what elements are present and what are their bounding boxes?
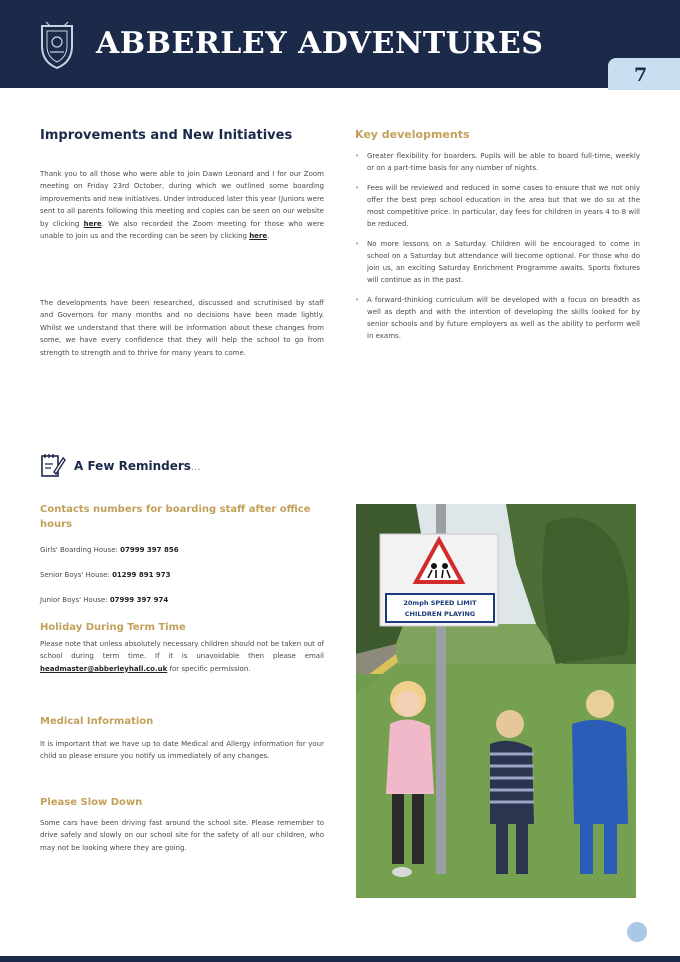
holiday-paragraph (40, 638, 324, 675)
sign-text-children: CHILDREN PLAYING (404, 610, 476, 618)
reminders-dots: ... (190, 462, 201, 473)
list-item: • No more lessons on a Saturday. Children will be encouraged to come in school on a Saturday but attendance will become optional. For those who do join us, an exciting Saturday Enrichment Programme awaits. Sports fixtures will continue as in the past. (355, 238, 640, 286)
contact-label: Junior Boys' House: (40, 596, 110, 604)
reminders-title-text: A Few Reminders (74, 459, 191, 473)
contact-senior-boys (40, 571, 171, 579)
improvements-text-3: . (267, 232, 270, 241)
contact-number: 01299 891 973 (112, 571, 171, 579)
list-item: • A forward-thinking curriculum will be developed with a focus on breadth as well as depth and with the intention of developing the skills looked for by senior schools and by future employers as well as the ability to perform well in exams. (355, 294, 640, 342)
pencil-notepad-icon (40, 452, 66, 478)
improvements-text-2: . We also recorded the Zoom meeting for those who were unable to join us and the recording can be seen by clicking (40, 219, 324, 241)
improvements-text-1: Thank you to all those who were able to join Dawn Leonard and I for our Zoom meeting on Friday 23rd October, during which we outlined some boarding improvements and new initiatives. Under introduced later this year (Juniors were sent to all parents following this meeting and copies can be seen on our website by clicking (40, 170, 324, 228)
contacts-heading: Contacts numbers for boarding staff after office hours (40, 504, 311, 530)
key-developments-list (355, 150, 640, 350)
slow-down-heading: Please Slow Down (40, 797, 143, 808)
meeting-docs-link[interactable]: here (83, 219, 102, 228)
holiday-text-1: Please note that unless absolutely necessary children should not be taken out of school during term time. If it is unavoidable then please email (40, 640, 324, 661)
zoom-recording-link[interactable]: here (249, 232, 268, 241)
page-header (0, 0, 680, 88)
headmaster-email-link[interactable]: headmaster@abberleyhall.co.uk (40, 664, 168, 673)
school-crest-icon (38, 20, 76, 70)
contact-label: Girls' Boarding House: (40, 546, 121, 554)
list-item: • Fees will be reviewed and reduced in some cases to ensure that we not only offer the best prep school education in the area but that we do so at the most competitive price. In particular, day fees for children in years 4 to 8 will be reduced. (355, 182, 640, 230)
improvements-heading: Improvements and New Initiatives (40, 128, 293, 143)
holiday-text-2: for specific permission. (167, 664, 251, 673)
contact-label: Senior Boys' House: (40, 571, 113, 579)
contact-number: 07999 397 974 (109, 596, 169, 604)
page-indicator-circle (627, 922, 647, 942)
contact-junior-boys (40, 596, 168, 604)
contact-number: 07999 397 856 (120, 546, 179, 554)
improvements-paragraph-2: The developments have been researched, discussed and scrutinised by staff and Governors for many months and no decisions have been made lightly. Whilst we understand that there will be information about these changes from some, we have every confidence that they will help the school to go from strength to strength and to thrive for many years to come. (40, 299, 324, 357)
page-number: 7 (634, 64, 648, 86)
slow-down-paragraph: Some cars have been driving fast around the school site. Please remember to drive safely and slowly on our school site for the safety of all our children, who may not be looking where they are going. (40, 819, 324, 852)
sign-text-speed: 20mph SPEED LIMIT (403, 599, 477, 607)
children-photo (356, 504, 636, 898)
key-developments-heading: Key developments (355, 128, 470, 141)
medical-heading: Medical Information (40, 716, 154, 727)
photo-illustration (356, 504, 636, 898)
contact-girls-boarding (40, 546, 179, 554)
list-item: • Greater flexibility for boarders. Pupils will be able to board full-time, weekly or on a part-time basis for any number of nights. (355, 150, 640, 174)
reminders-heading (74, 459, 200, 473)
magazine-title: ABBERLEY ADVENTURES (96, 26, 544, 61)
page-footer-bar (0, 956, 680, 962)
medical-paragraph: It is important that we have up to date Medical and Allergy information for your child so please ensure you notify us immediately of any changes. (40, 740, 324, 761)
holiday-heading: Holiday During Term Time (40, 622, 186, 633)
improvements-paragraph-1 (40, 168, 324, 242)
